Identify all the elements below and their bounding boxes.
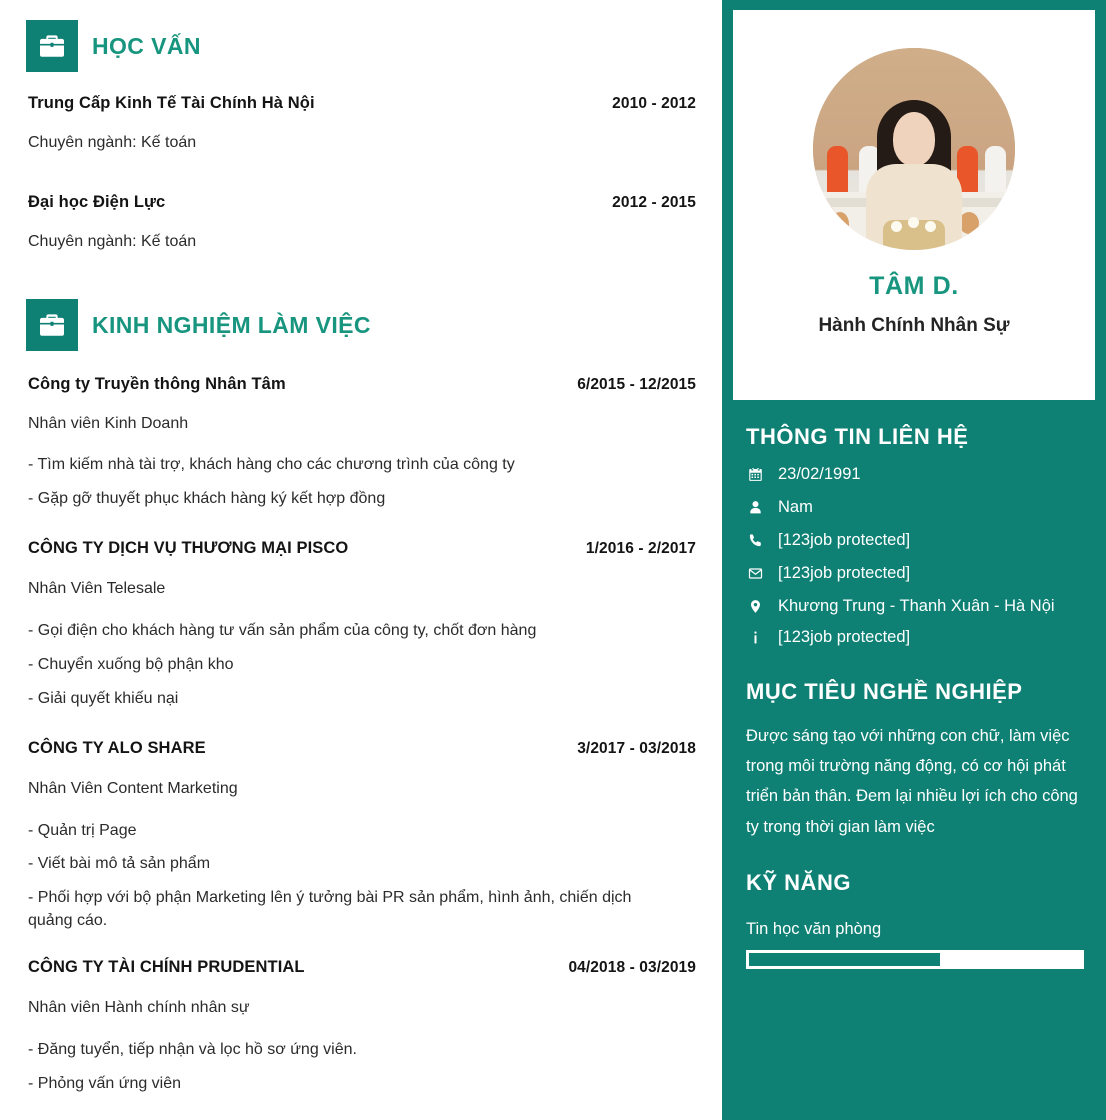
envelope-icon	[746, 563, 764, 581]
contact-item-other	[746, 627, 1084, 649]
objective-section	[722, 679, 1106, 842]
education-section-header	[0, 20, 722, 72]
profile-name: TÂM D.	[869, 272, 959, 300]
experience-bullet: - Phỏng vấn ứng viên	[28, 1075, 182, 1093]
contact-value: [123job protected]	[778, 530, 911, 549]
education-section	[0, 0, 722, 251]
education-date: 2012 - 2015	[612, 194, 696, 211]
location-pin-icon	[746, 596, 764, 614]
briefcase-icon	[26, 299, 78, 351]
profile-photo	[813, 48, 1015, 250]
experience-section-header	[0, 299, 722, 351]
briefcase-icon	[26, 20, 78, 72]
education-major: Chuyên ngành: Kế toán	[28, 233, 197, 250]
education-date: 2010 - 2012	[612, 95, 696, 112]
contact-value: Nam	[778, 497, 813, 516]
education-school: Đại học Điện Lực	[28, 193, 166, 211]
person-icon	[746, 497, 764, 515]
contact-item-birthdate	[746, 464, 1084, 486]
education-entry	[0, 193, 722, 251]
experience-date: 6/2015 - 12/2015	[577, 376, 696, 393]
contact-value: [123job protected]	[778, 627, 911, 646]
profile-role: Hành Chính Nhân Sự	[818, 315, 1010, 336]
experience-bullet: - Phối hợp với bộ phận Marketing lên ý tưởng bài PR sản phẩm, hình ảnh, chiến dịch quảng cáo.	[28, 889, 632, 929]
education-section-title: HỌC VẤN	[92, 32, 201, 59]
contact-item-gender	[746, 497, 1084, 519]
experience-role: Nhân Viên Content Marketing	[28, 779, 238, 797]
experience-role: Nhân viên Hành chính nhân sự	[28, 999, 250, 1017]
experience-date: 3/2017 - 03/2018	[577, 739, 696, 757]
experience-entry	[0, 539, 722, 710]
info-icon	[746, 627, 764, 645]
education-major: Chuyên ngành: Kế toán	[28, 134, 197, 151]
education-entry	[0, 94, 722, 152]
skills-section	[722, 870, 1106, 969]
contact-value: 23/02/1991	[778, 465, 861, 483]
contact-list	[746, 464, 1084, 649]
skill-item	[746, 920, 1084, 969]
experience-entry	[0, 739, 722, 933]
experience-entry	[0, 958, 722, 1095]
contact-item-phone[interactable]	[746, 530, 1084, 552]
experience-bullet: - Quản trị Page	[28, 821, 137, 839]
experience-bullet: - Chuyển xuống bộ phận kho	[28, 656, 234, 674]
education-school: Trung Cấp Kinh Tế Tài Chính Hà Nội	[28, 94, 315, 112]
experience-bullet: - Tìm kiếm nhà tài trợ, khách hàng cho các chương trình của công ty	[28, 456, 515, 473]
experience-role: Nhân Viên Telesale	[28, 580, 166, 598]
skills-section-title: KỸ NĂNG	[746, 870, 851, 896]
experience-role: Nhân viên Kinh Doanh	[28, 415, 189, 432]
experience-company: CÔNG TY ALO SHARE	[28, 738, 206, 757]
calendar-icon	[746, 464, 764, 482]
contact-value: Khương Trung - Thanh Xuân - Hà Nội	[778, 596, 1055, 615]
experience-entry	[0, 375, 722, 510]
experience-company: Công ty Truyền thông Nhân Tâm	[28, 375, 286, 393]
skill-progress-fill	[749, 953, 942, 966]
experience-date: 1/2016 - 2/2017	[585, 540, 696, 558]
sidebar	[722, 0, 1106, 1120]
skill-label: Tin học văn phòng	[746, 920, 882, 939]
contact-item-address	[746, 596, 1084, 618]
contact-item-email[interactable]	[746, 563, 1084, 585]
phone-icon	[746, 530, 764, 548]
contact-section	[722, 424, 1106, 649]
experience-bullet: - Đăng tuyển, tiếp nhận và lọc hồ sơ ứng viên.	[28, 1041, 357, 1059]
objective-text: Được sáng tạo với những con chữ, làm việc trong môi trường năng động, có cơ hội phát triển bản thân. Đem lại nhiều lợi ích cho công ty trong thời gian làm việc	[746, 726, 1078, 836]
objective-section-title: MỤC TIÊU NGHỀ NGHIỆP	[746, 678, 1023, 704]
contact-value: [123job protected]	[778, 563, 911, 582]
skill-progress-bar	[746, 950, 1084, 969]
contact-section-title: THÔNG TIN LIÊN HỆ	[746, 424, 969, 449]
experience-section	[0, 299, 722, 1096]
experience-company: CÔNG TY TÀI CHÍNH PRUDENTIAL	[28, 958, 305, 977]
experience-company: CÔNG TY DỊCH VỤ THƯƠNG MẠI PISCO	[28, 539, 349, 558]
profile-card	[733, 10, 1095, 400]
experience-bullet: - Gặp gỡ thuyết phục khách hàng ký kết hợp đồng	[28, 489, 386, 507]
experience-date: 04/2018 - 03/2019	[568, 959, 696, 977]
experience-bullet: - Gọi điện cho khách hàng tư vấn sản phẩm của công ty, chốt đơn hàng	[28, 622, 537, 640]
experience-bullet: - Viết bài mô tả sản phẩm	[28, 855, 211, 873]
experience-section-title: KINH NGHIỆM LÀM VIỆC	[92, 311, 371, 338]
experience-bullet: - Giải quyết khiếu nại	[28, 689, 179, 707]
